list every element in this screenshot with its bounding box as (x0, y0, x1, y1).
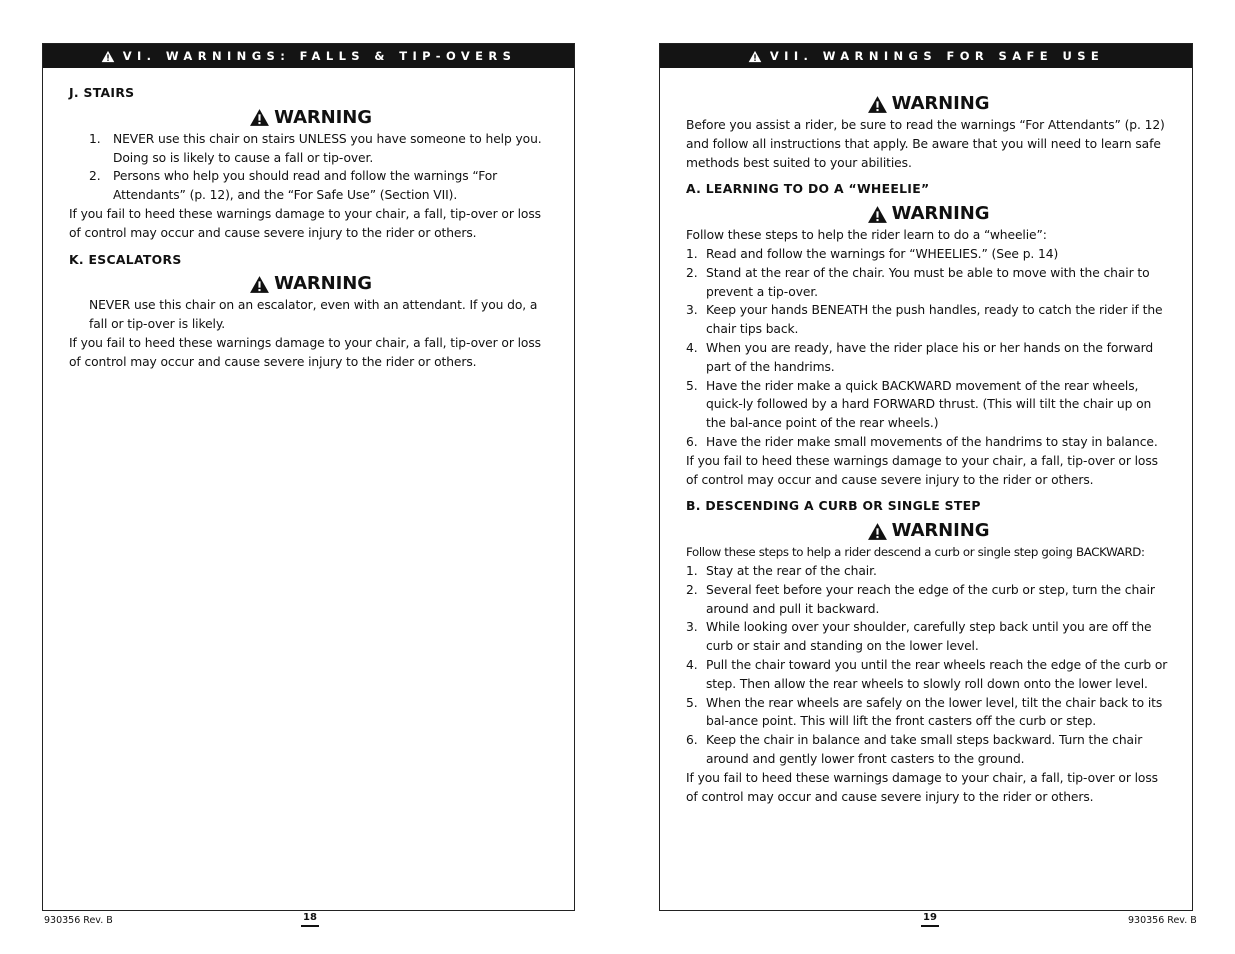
list-number: 3. (686, 620, 698, 635)
warning-heading (686, 519, 1170, 543)
list-text: When the rear wheels are safely on the lower level, tilt the chair back to its bal-ance point. This will lift the front casters off the curb or step. (706, 695, 1163, 729)
body-paragraph: NEVER use this chair on an escalator, even with an attendant. If you do, a fall or tip-over is likely. (89, 298, 538, 332)
closing-paragraph: If you fail to heed these warnings damage to your chair, a fall, tip-over or loss of control may occur and cause severe injury to the rider or others. (686, 453, 1158, 487)
section-heading-escalators: K. ESCALATORS (69, 251, 182, 267)
left-content (69, 84, 552, 372)
list-number: 1. (686, 246, 698, 261)
list-text: Stand at the rear of the chair. You must be able to move with the chair to prevent a tip-over. (706, 265, 1150, 299)
list-item (686, 731, 1170, 769)
warning-triangle-icon (867, 95, 888, 114)
warning-triangle-icon (101, 50, 115, 63)
list-number: 3. (686, 303, 698, 318)
list-item (69, 130, 552, 168)
list-item (686, 618, 1170, 656)
list-number: 4. (686, 657, 698, 672)
page-number: 18 (301, 912, 319, 927)
page-number: 19 (921, 912, 939, 927)
left-page (42, 43, 575, 911)
list-number: 2. (89, 169, 101, 184)
warning-triangle-icon (867, 205, 888, 224)
list-number: 6. (686, 733, 698, 748)
list-number: 1. (89, 131, 101, 146)
warning-heading (69, 106, 552, 130)
warning-heading (69, 272, 552, 296)
list-item (686, 301, 1170, 339)
section-heading-stairs: J. STAIRS (69, 85, 135, 100)
right-content (686, 92, 1170, 806)
lead-paragraph: Follow these steps to help the rider learn to do a “wheelie”: (686, 228, 1047, 243)
closing-paragraph: If you fail to heed these warnings damage to your chair, a fall, tip-over or loss of control may occur and cause severe injury to the rider or others. (69, 206, 541, 240)
list-text: Persons who help you should read and follow the warnings “For Attendants” (p. 12), and the “For Safe Use” (Section VII). (113, 169, 498, 203)
list-number: 6. (686, 434, 698, 449)
list-text: While looking over your shoulder, carefully step back until you are off the curb or stair and standing on the lower level. (706, 620, 1152, 654)
list-item (686, 245, 1170, 264)
list-item (686, 377, 1170, 433)
list-number: 1. (686, 563, 698, 578)
list-item (686, 264, 1170, 302)
list-item (686, 339, 1170, 377)
warning-label: WARNING (891, 93, 990, 114)
section-header-bar (43, 44, 574, 68)
section-heading-wheelie: A. LEARNING TO DO A “WHEELIE” (686, 181, 930, 197)
list-text: Read and follow the warnings for “WHEELIES.” (See p. 14) (706, 246, 1059, 261)
closing-paragraph: If you fail to heed these warnings damage to your chair, a fall, tip-over or loss of control may occur and cause severe injury to the rider or others. (686, 770, 1158, 804)
list-text: When you are ready, have the rider place his or her hands on the forward part of the handrims. (706, 340, 1154, 374)
list-text: NEVER use this chair on stairs UNLESS you have someone to help you. Doing so is likely to cause a fall or tip-over. (113, 131, 542, 165)
warning-triangle-icon (748, 50, 762, 63)
section-header-bar (660, 44, 1192, 68)
warning-label: WARNING (891, 203, 990, 225)
warning-label: WARNING (274, 273, 372, 295)
list-text: Have the rider make small movements of the handrims to stay in balance. (706, 434, 1158, 449)
list-number: 5. (686, 695, 698, 710)
list-item (686, 581, 1170, 619)
warning-triangle-icon (249, 108, 270, 127)
list-item (686, 656, 1170, 694)
list-text: Keep your hands BENEATH the push handles, ready to catch the rider if the chair tips back. (706, 303, 1163, 337)
list-item (69, 167, 552, 205)
list-number: 4. (686, 340, 698, 355)
right-page (659, 43, 1193, 911)
list-text: Have the rider make a quick BACKWARD movement of the rear wheels, quick-ly followed by a hard FORWARD thrust. (This will tilt the chair up on the bal-ance point of the rear wheels.) (706, 378, 1152, 431)
warning-label: WARNING (891, 520, 990, 542)
warning-label: WARNING (274, 106, 372, 128)
warning-triangle-icon (867, 522, 888, 541)
list-number: 2. (686, 582, 698, 597)
list-text: Stay at the rear of the chair. (706, 563, 877, 578)
section-heading-descending: B. DESCENDING A CURB OR SINGLE STEP (686, 498, 981, 514)
document-code: 930356 Rev. B (1128, 915, 1197, 926)
warning-triangle-icon (249, 275, 270, 294)
list-text: Several feet before your reach the edge of the curb or step, turn the chair around and pull it backward. (706, 582, 1155, 616)
section-header-title: VI. WARNINGS: FALLS & TIP-OVERS (122, 49, 517, 63)
intro-paragraph: Before you assist a rider, be sure to read the warnings “For Attendants” (p. 12) and follow all instructions that apply. Be aware that you will need to learn safe methods best suited to your abilities. (686, 118, 1165, 170)
list-item (686, 562, 1170, 581)
section-header-title: VII. WARNINGS FOR SAFE USE (769, 49, 1105, 63)
list-number: 5. (686, 378, 698, 393)
list-text: Keep the chair in balance and take small steps backward. Turn the chair around and gently lower front casters to the ground. (706, 733, 1143, 766)
list-number: 2. (686, 265, 698, 280)
lead-paragraph: Follow these steps to help a rider descend a curb or single step going BACKWARD: (686, 545, 1145, 560)
list-item (686, 433, 1170, 452)
document-code: 930356 Rev. B (44, 915, 113, 926)
list-text: Pull the chair toward you until the rear wheels reach the edge of the curb or step. Then allow the rear wheels to slowly roll down onto the lower level. (706, 657, 1168, 691)
list-item (686, 694, 1170, 732)
warning-heading (686, 92, 1170, 116)
warning-heading (686, 202, 1170, 226)
closing-paragraph: If you fail to heed these warnings damage to your chair, a fall, tip-over or loss of control may occur and cause severe injury to the rider or others. (69, 335, 541, 369)
